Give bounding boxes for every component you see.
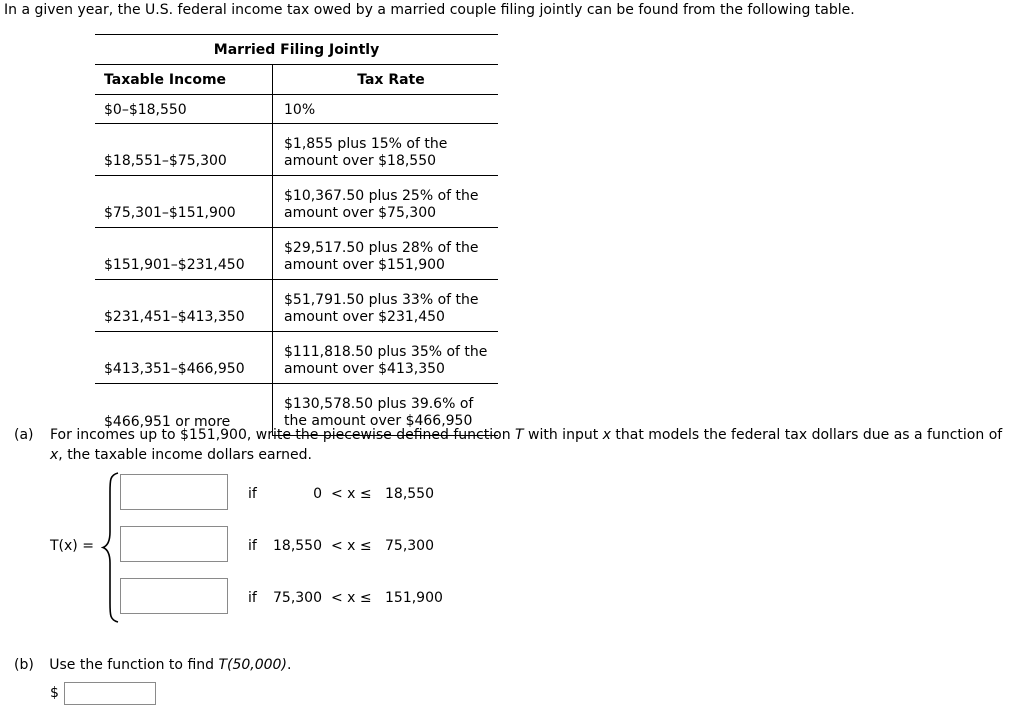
table-row [95,95,498,124]
piece-1-relation: < x ≤ [331,486,372,502]
left-brace-icon [101,470,121,625]
rate-line: amount over $231,450 [284,309,445,325]
income-cell: $75,301–$151,900 [95,176,273,228]
tax-table [95,34,498,436]
rate-line: $1,855 plus 15% of the [284,136,448,152]
rate-line: amount over $151,900 [284,257,445,273]
piece-3-relation: < x ≤ [331,590,372,606]
part-b-text: Use the function to find T(50,000). [49,657,292,673]
rate-line: $29,517.50 plus 28% of the [284,240,479,256]
piece-1-if: if [248,486,257,502]
piece-3-upper: 151,900 [385,590,443,606]
rate-line: $111,818.50 plus 35% of the [284,344,488,360]
piece-3-if: if [248,590,257,606]
income-cell: $0–$18,550 [95,95,273,124]
problem-intro: In a given year, the U.S. federal income tax owed by a married couple filing jointly can be found from the following table. [4,2,855,18]
part-b-question [14,655,291,675]
rate-line: amount over $413,350 [284,361,445,377]
rate-line: the amount over $466,950 [284,413,473,429]
piece-1-lower: 0 [313,486,322,502]
part-b-label: (b) [14,657,34,673]
rate-line: $130,578.50 plus 39.6% of [284,396,474,412]
rate-cell [273,95,499,124]
rate-cell [273,280,499,332]
part-a-text: For incomes up to $151,900, write the piecewise defined function T with input x that models the federal tax dollars due as a function of x, the taxable income dollars earned. [50,427,1003,463]
rate-cell [273,332,499,384]
part-b-answer-input[interactable] [64,682,156,705]
piece-2-if: if [248,538,257,554]
piece-1-upper: 18,550 [385,486,434,502]
rate-cell [273,124,499,176]
table-row [95,228,498,280]
rate-line: $51,791.50 plus 33% of the [284,292,479,308]
income-cell: $413,351–$466,950 [95,332,273,384]
dollar-sign: $ [50,685,59,701]
piece-2-upper: 75,300 [385,538,434,554]
income-cell: $151,901–$231,450 [95,228,273,280]
header-taxable-income: Taxable Income [95,65,273,95]
income-cell: $18,551–$75,300 [95,124,273,176]
piece-3-lower: 75,300 [273,590,322,606]
table-row [95,332,498,384]
piece-2-answer-input[interactable] [120,526,228,562]
rate-cell [273,228,499,280]
rate-line: 10% [284,102,316,118]
part-a-question [14,425,1019,465]
piece-2-lower: 18,550 [273,538,322,554]
table-row [95,176,498,228]
table-caption: Married Filing Jointly [95,35,498,65]
rate-line: $10,367.50 plus 25% of the [284,188,479,204]
part-a-label: (a) [14,427,34,443]
rate-cell [273,176,499,228]
piece-1-answer-input[interactable] [120,474,228,510]
table-row [95,124,498,176]
piece-3-answer-input[interactable] [120,578,228,614]
income-cell: $231,451–$413,350 [95,280,273,332]
function-label: T(x) = [50,538,94,554]
piece-2-relation: < x ≤ [331,538,372,554]
table-row [95,280,498,332]
rate-line: amount over $75,300 [284,205,437,221]
header-tax-rate: Tax Rate [273,65,499,95]
rate-line: amount over $18,550 [284,153,437,169]
income-cell: $466,951 or more [95,384,273,436]
